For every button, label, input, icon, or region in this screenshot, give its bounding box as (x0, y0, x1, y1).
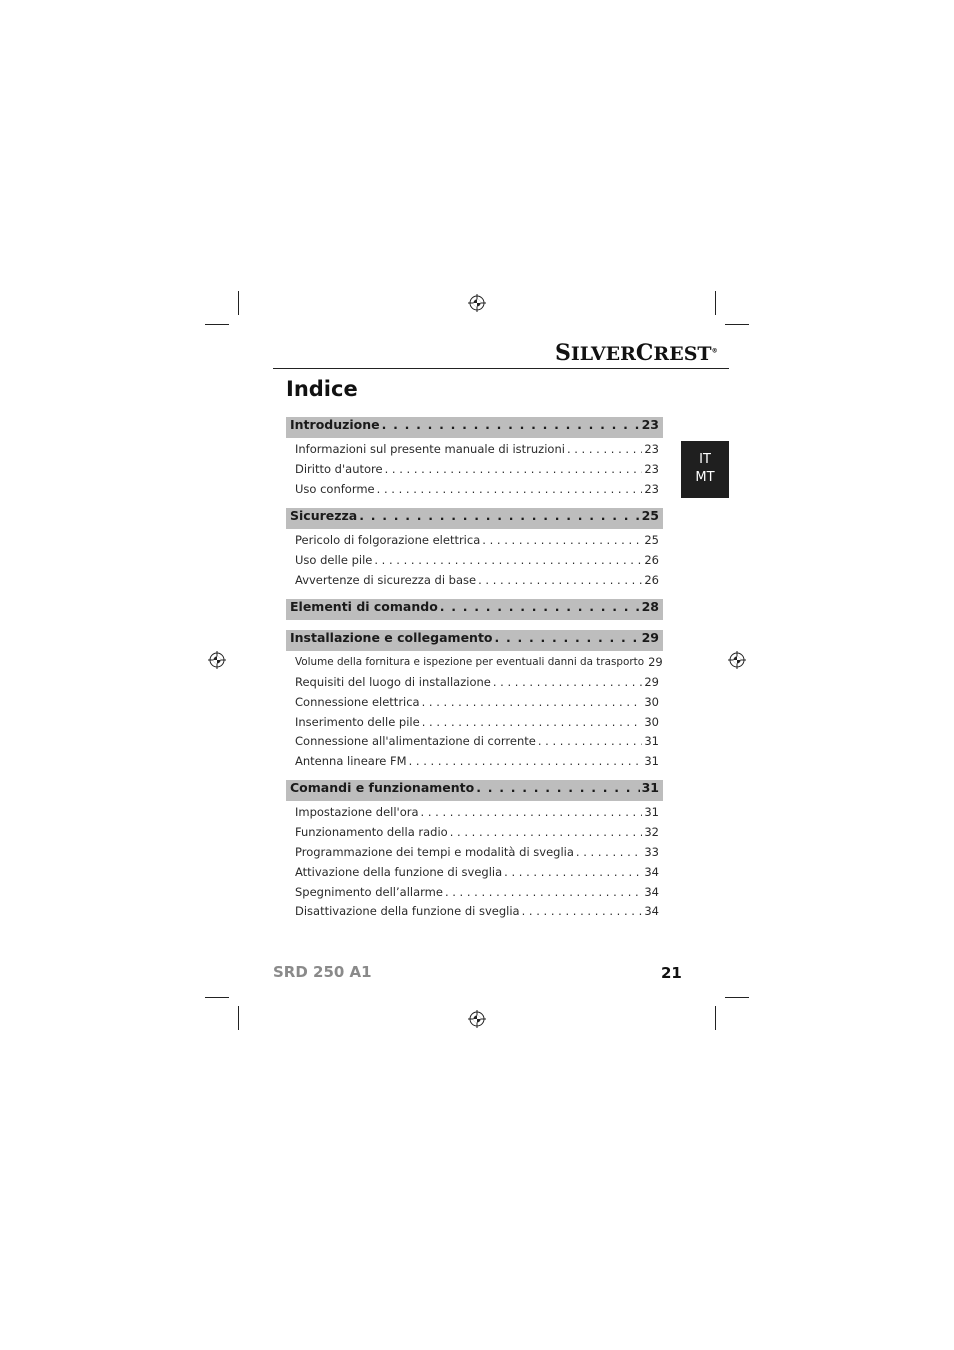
toc-page-number: 23 (644, 442, 659, 457)
toc-item[interactable] (286, 822, 663, 842)
leader-dots (445, 885, 642, 899)
toc-item[interactable] (286, 751, 663, 771)
leader-dots (567, 442, 642, 456)
toc-item[interactable] (286, 440, 663, 460)
toc-page-number: 29 (644, 674, 659, 689)
toc-section-title: Sicurezza (290, 507, 358, 523)
toc-page-number: 34 (644, 884, 659, 899)
toc-item-label: Connessione all'alimentazione di corrente (295, 734, 536, 749)
toc-item-label: Funzionamento della radio (295, 825, 448, 840)
leader-dots (440, 599, 640, 614)
language-code: IT (699, 452, 711, 467)
crop-mark (205, 324, 229, 325)
toc-item-label: Diritto d'autore (295, 462, 383, 477)
toc-item[interactable] (286, 550, 663, 570)
toc-item[interactable] (286, 692, 663, 712)
crop-mark (725, 324, 749, 325)
crop-mark (715, 291, 716, 315)
toc-page-number: 30 (644, 694, 659, 709)
toc-section-title: Elementi di comando (290, 598, 438, 614)
toc-item[interactable] (286, 712, 663, 732)
toc-section-title: Introduzione (290, 417, 380, 432)
registration-mark-icon (208, 651, 226, 669)
brand-text: REST (653, 343, 712, 365)
toc-page-number: 26 (644, 572, 659, 587)
toc-item-label: Avvertenze di sicurezza di base (295, 572, 477, 587)
crop-mark (715, 1006, 716, 1030)
toc-item-label: Antenna lineare FM (295, 754, 407, 769)
leader-dots (359, 508, 639, 523)
toc-page-number: 33 (644, 845, 659, 860)
toc-item-label: Uso delle pile (295, 553, 373, 568)
toc-item[interactable] (286, 842, 663, 862)
toc-item[interactable] (286, 652, 663, 672)
toc-item-label: Requisiti del luogo di installazione (295, 674, 491, 689)
toc-page-number: 23 (644, 462, 659, 477)
toc-page-number: 31 (644, 734, 659, 749)
toc-page-number: 31 (644, 754, 659, 769)
toc-item-label: Informazioni sul presente manuale di istruzioni (295, 442, 565, 457)
language-tab (681, 441, 729, 498)
toc-section-introduzione[interactable] (286, 417, 663, 438)
leader-dots (377, 482, 643, 496)
toc-page-number: 31 (644, 805, 659, 820)
registration-mark-icon (468, 1010, 486, 1028)
crop-mark (238, 291, 239, 315)
brand-text: ILVER (570, 343, 636, 365)
registered-mark: ® (711, 347, 718, 355)
registration-mark-icon (728, 651, 746, 669)
toc-section-comandi[interactable] (286, 780, 663, 801)
leader-dots (385, 462, 643, 476)
toc-item[interactable] (286, 570, 663, 590)
leader-dots (482, 533, 642, 547)
leader-dots (450, 825, 643, 839)
toc-item-label: Volume della fornitura e ispezione per eventuali danni da trasporto (295, 656, 645, 669)
crop-mark (725, 997, 749, 998)
toc-page-number: 26 (644, 553, 659, 568)
toc-page-number: 34 (644, 864, 659, 879)
leader-dots (495, 630, 640, 645)
toc-item[interactable] (286, 882, 663, 902)
toc-item-label: Inserimento delle pile (295, 714, 420, 729)
leader-dots (493, 675, 642, 689)
toc-item[interactable] (286, 862, 663, 882)
toc-page-number: 32 (644, 825, 659, 840)
crop-mark (205, 997, 229, 998)
toc-item-label: Impostazione dell'ora (295, 805, 419, 820)
toc-page-number: 29 (641, 629, 659, 645)
page-title: Indice (286, 377, 358, 401)
table-of-contents (286, 417, 663, 921)
toc-item-label: Uso conforme (295, 481, 375, 496)
leader-dots (504, 865, 642, 879)
crop-mark (238, 1006, 239, 1030)
toc-page-number: 23 (644, 481, 659, 496)
toc-item-label: Attivazione della funzione di sveglia (295, 864, 503, 879)
leader-dots (522, 904, 643, 918)
toc-section-title: Installazione e collegamento (290, 629, 493, 645)
brand-initial: C (635, 340, 654, 366)
header-rule (273, 368, 729, 369)
leader-dots (478, 573, 642, 587)
toc-item[interactable] (286, 902, 663, 922)
leader-dots (374, 553, 642, 567)
language-code: MT (695, 470, 715, 485)
toc-page-number: 25 (641, 507, 659, 523)
toc-item-label: Programmazione dei tempi e modalità di sveglia (295, 845, 574, 860)
toc-item-label: Connessione elettrica (295, 694, 420, 709)
toc-item[interactable] (286, 479, 663, 499)
leader-dots (476, 780, 639, 795)
toc-page-number: 34 (644, 904, 659, 919)
toc-item-label: Disattivazione della funzione di sveglia (295, 904, 520, 919)
brand-logo (555, 340, 718, 366)
leader-dots (409, 754, 643, 768)
toc-page-number: 23 (641, 417, 659, 432)
toc-page-number: 28 (641, 598, 659, 614)
toc-page-number: 25 (644, 533, 659, 548)
toc-item[interactable] (286, 672, 663, 692)
leader-dots (538, 734, 643, 748)
leader-dots (422, 695, 643, 709)
toc-item[interactable] (286, 803, 663, 823)
toc-page-number: 29 (648, 655, 663, 670)
model-number: SRD 250 A1 (273, 963, 372, 981)
leader-dots (576, 845, 642, 859)
leader-dots (421, 805, 643, 819)
toc-section-title: Comandi e funzionamento (290, 780, 475, 796)
toc-item[interactable] (286, 459, 663, 479)
leader-dots (382, 417, 640, 432)
page-number: 21 (661, 964, 682, 982)
toc-page-number: 31 (641, 780, 659, 796)
toc-item[interactable] (286, 530, 663, 550)
leader-dots (422, 715, 643, 729)
toc-item-label: Pericolo di folgorazione elettrica (295, 533, 481, 548)
registration-mark-icon (468, 294, 486, 312)
toc-item-label: Spegnimento dell’allarme (295, 884, 443, 899)
brand-initial: S (555, 340, 571, 366)
toc-item[interactable] (286, 731, 663, 751)
toc-section-elementi-di-comando[interactable] (286, 599, 663, 620)
toc-page-number: 30 (644, 714, 659, 729)
toc-section-sicurezza[interactable] (286, 508, 663, 529)
toc-section-installazione[interactable] (286, 630, 663, 651)
